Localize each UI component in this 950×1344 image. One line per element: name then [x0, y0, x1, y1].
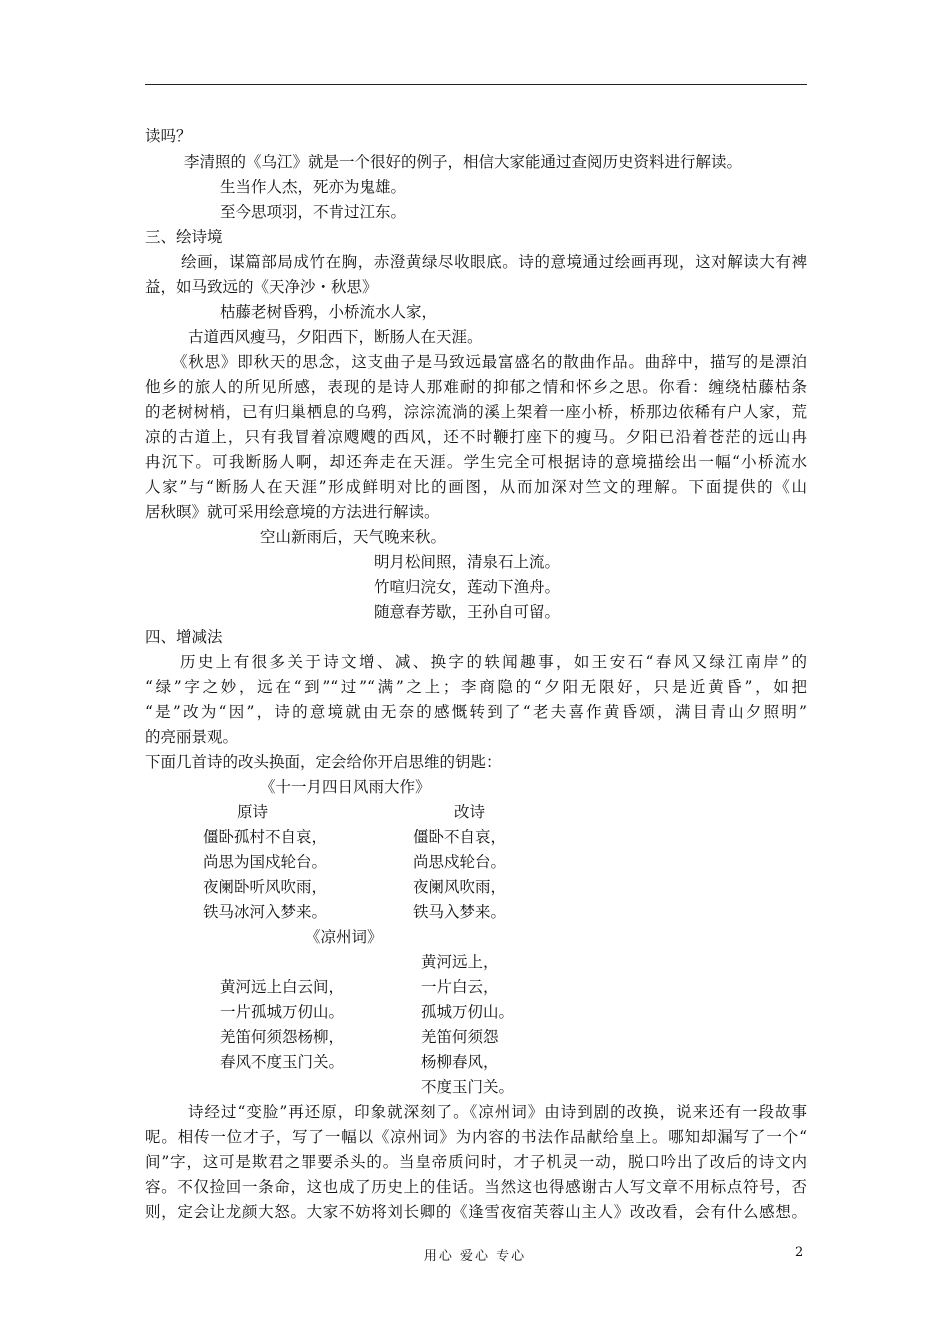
page-footer: 用心 爱心 专心: [423, 1249, 527, 1264]
poem-line: 竹喧归浣女，莲动下渔舟。: [374, 578, 561, 596]
column-header-original: 原诗: [237, 803, 269, 821]
paragraph-line: 容。不仅捡回一条命，这也成了历史上的佳话。当然这也得感谢古人写文章不用标点符号，否: [145, 1178, 807, 1196]
paragraph-line: 《秋思》即秋天的思念，这支曲子是马致远最富盛名的散曲作品。曲辞中，描写的是漂泊: [172, 353, 807, 371]
paragraph-line: 他乡的旅人的所见所感，表现的是诗人那难耐的抑郁之情和怀乡之思。你看：缠绕枯藤枯条: [145, 378, 807, 396]
revised-poem-line: 不度玉门关。: [421, 1078, 515, 1096]
page-number: 2: [795, 1245, 804, 1260]
original-poem-line: 夜阑卧听风吹雨，: [203, 878, 328, 896]
poem-line: 枯藤老树昏鸦，小桥流水人家，: [220, 303, 438, 321]
original-poem-line: 一片孤城万仞山。: [220, 1003, 345, 1021]
paragraph-line: 诗经过“变脸”再还原，印象就深刻了。《凉州词》由诗到剧的改换，说来还有一段故事: [188, 1103, 807, 1121]
revised-poem-line: 铁马入梦来。: [413, 903, 507, 921]
text-line: 读吗？: [145, 127, 192, 145]
paragraph-line: 益，如马致远的《天净沙・秋思》: [145, 278, 378, 296]
poem-line: 随意春芳歇，王孙自可留。: [374, 603, 561, 621]
revised-poem-line: 杨柳春风，: [421, 1053, 499, 1071]
original-poem-line: 僵卧孤村不自哀，: [203, 828, 328, 846]
paragraph-line: 绘画，谋篇部局成竹在胸，赤澄黄绿尽收眼底。诗的意境通过绘画再现，这对解读大有裨: [181, 253, 807, 271]
section-heading: 三、绘诗境: [145, 228, 223, 246]
poem-line: 古道西风瘦马，夕阳西下，断肠人在天涯。: [188, 328, 483, 346]
paragraph-line: 冉沉下。可我断肠人啊，却还奔走在天涯。学生完全可根据诗的意境描绘出一幅“小桥流水: [145, 453, 807, 471]
paragraph-line: 呢。相传一位才子，写了一幅以《凉州词》为内容的书法作品献给皇上。哪知却漏写了一个“: [145, 1128, 807, 1146]
column-header-revised: 改诗: [454, 803, 486, 821]
revised-poem-line: 孤城万仞山。: [421, 1003, 515, 1021]
poem-line: 空山新雨后，天气晚来秋。: [260, 528, 447, 546]
revised-poem-line: 羌笛何须怨: [421, 1028, 499, 1046]
paragraph-line: “绿”字之妙，远在“到”“过”“满”之上；李商隐的“夕阳无限好，只是近黄昏”，如把: [145, 678, 807, 696]
original-poem-line: 春风不度玉门关。: [220, 1053, 345, 1071]
text-line: 李清照的《乌江》就是一个很好的例子，相信大家能通过查阅历史资料进行解读。: [184, 153, 743, 171]
poem-line: 明月松间照，清泉石上流。: [374, 553, 561, 571]
paragraph-line: 间”字，这可是欺君之罪要杀头的。当皇帝质问时，才子机灵一动，脱口吟出了改后的诗文内: [145, 1153, 807, 1171]
original-poem-line: 尚思为国戍轮台。: [203, 853, 328, 871]
poem-line: 生当作人杰，死亦为鬼雄。: [220, 178, 407, 196]
poem-title: 《十一月四日风雨大作》: [260, 778, 431, 796]
original-poem-line: 黄河远上白云间，: [220, 978, 345, 996]
paragraph-line: 凉的古道上，只有我冒着凉飕飕的西风，还不时鞭打座下的瘦马。夕阳已沿着苍茫的远山冉: [145, 428, 807, 446]
paragraph-line: 则，定会让龙颜大怒。大家不妨将刘长卿的《逢雪夜宿芙蓉山主人》改改看，会有什么感想。: [145, 1203, 807, 1221]
poem-line: 至今思项羽，不肯过江东。: [220, 203, 407, 221]
revised-poem-line: 僵卧不自哀，: [413, 828, 507, 846]
poem-title: 《凉州词》: [305, 928, 383, 946]
paragraph-line: 下面几首诗的改头换面，定会给你开启思维的钥匙：: [145, 753, 502, 771]
paragraph-line: 人家”与“断肠人在天涯”形成鲜明对比的画图，从而加深对竺文的理解。下面提供的《山: [145, 478, 807, 496]
paragraph-line: “是”改为“因”，诗的意境就由无奈的感慨转到了“老夫喜作黄昏颂，满目青山夕照明”: [145, 703, 807, 721]
revised-poem-line: 一片白云，: [421, 978, 499, 996]
paragraph-line: 的亮丽景观。: [145, 728, 239, 746]
paragraph-line: 的老树树梢，已有归巢栖息的乌鸦，淙淙流淌的溪上架着一座小桥，桥那边依稀有户人家，荒: [145, 403, 807, 421]
original-poem-line: 铁马冰河入梦来。: [203, 903, 328, 921]
paragraph-line: 居秋暝》就可采用绘意境的方法进行解读。: [145, 503, 440, 521]
paragraph-line: 历史上有很多关于诗文增、减、换字的轶闻趣事，如王安石“春风又绿江南岸”的: [180, 653, 807, 671]
header-rule: [145, 84, 807, 85]
revised-poem-line: 夜阑风吹雨，: [413, 878, 507, 896]
section-heading: 四、增减法: [145, 628, 223, 646]
revised-poem-line: 尚思戍轮台。: [413, 853, 507, 871]
revised-poem-line: 黄河远上，: [421, 953, 499, 971]
original-poem-line: 羌笛何须怨杨柳，: [220, 1028, 345, 1046]
